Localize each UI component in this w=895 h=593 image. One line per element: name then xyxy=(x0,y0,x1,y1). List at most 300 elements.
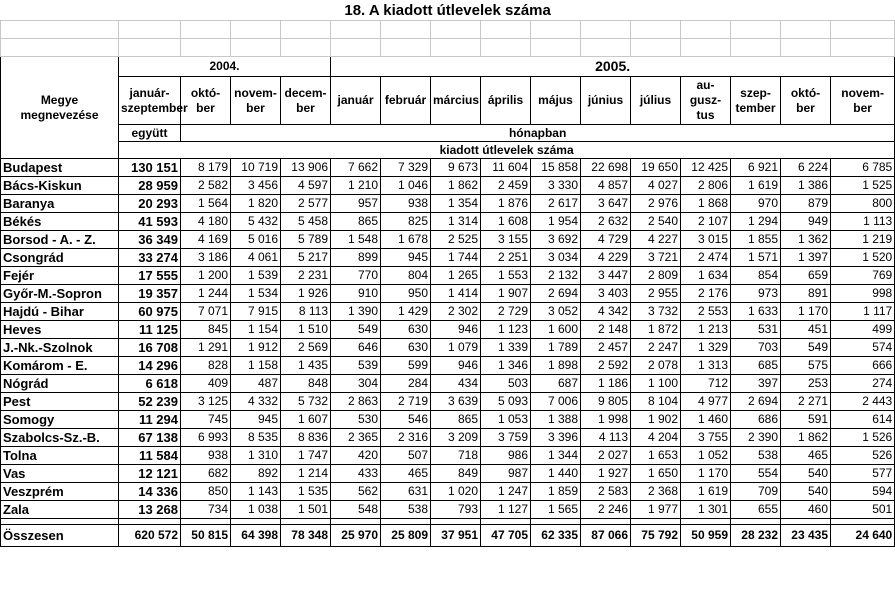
value-cell: 4 977 xyxy=(681,393,731,411)
value-cell: 703 xyxy=(731,339,781,357)
value-cell: 946 xyxy=(431,357,481,375)
month-header: decem-ber xyxy=(281,77,331,125)
value-cell: 1 100 xyxy=(631,375,681,393)
value-cell: 4 061 xyxy=(231,249,281,267)
county-name: Békés xyxy=(1,213,119,231)
value-cell: 910 xyxy=(331,285,381,303)
value-cell: 892 xyxy=(231,465,281,483)
value-cell: 1 678 xyxy=(381,231,431,249)
table-row xyxy=(1,465,895,483)
month-header: február xyxy=(381,77,431,125)
year-2004-header: 2004. xyxy=(119,57,331,77)
value-cell: 409 xyxy=(181,375,231,393)
value-cell: 3 125 xyxy=(181,393,231,411)
county-name: Fejér xyxy=(1,267,119,285)
value-cell: 2 246 xyxy=(581,501,631,519)
value-cell: 7 329 xyxy=(381,159,431,177)
month-header: októ-ber xyxy=(781,77,831,125)
month-header: június xyxy=(581,77,631,125)
value-cell: 1 789 xyxy=(531,339,581,357)
value-cell: 2 592 xyxy=(581,357,631,375)
value-cell: 682 xyxy=(181,465,231,483)
value-cell: 2 582 xyxy=(181,177,231,195)
value-cell: 630 xyxy=(381,339,431,357)
value-cell: 11 604 xyxy=(481,159,531,177)
jan-sep-header: január-szeptember xyxy=(119,77,181,125)
table-row xyxy=(1,285,895,303)
value-cell: 850 xyxy=(181,483,231,501)
value-cell: 1 907 xyxy=(481,285,531,303)
value-cell: 562 xyxy=(331,483,381,501)
value-cell: 2 271 xyxy=(781,393,831,411)
value-cell: 4 204 xyxy=(631,429,681,447)
value-cell: 3 692 xyxy=(531,231,581,249)
value-cell: 23 435 xyxy=(781,525,831,547)
value-cell: 1 052 xyxy=(681,447,731,465)
value-cell: 709 xyxy=(731,483,781,501)
total-row xyxy=(1,525,895,547)
value-cell: 2 863 xyxy=(331,393,381,411)
value-cell: 1 154 xyxy=(231,321,281,339)
value-cell: 800 xyxy=(831,195,895,213)
value-cell: 28 232 xyxy=(731,525,781,547)
empty-row xyxy=(1,21,895,39)
jan-sep-total-cell: 28 959 xyxy=(119,177,181,195)
value-cell: 804 xyxy=(381,267,431,285)
value-cell: 655 xyxy=(731,501,781,519)
table-row xyxy=(1,375,895,393)
value-cell: 1 362 xyxy=(781,231,831,249)
value-cell: 1 397 xyxy=(781,249,831,267)
value-cell: 1 123 xyxy=(481,321,531,339)
value-cell: 599 xyxy=(381,357,431,375)
table-row xyxy=(1,303,895,321)
value-cell: 501 xyxy=(831,501,895,519)
value-cell: 2 231 xyxy=(281,267,331,285)
value-cell: 538 xyxy=(381,501,431,519)
value-cell: 7 071 xyxy=(181,303,231,321)
month-header: július xyxy=(631,77,681,125)
value-cell: 1 429 xyxy=(381,303,431,321)
value-cell: 4 113 xyxy=(581,429,631,447)
value-cell: 3 759 xyxy=(481,429,531,447)
value-cell: 4 027 xyxy=(631,177,681,195)
value-cell: 1 079 xyxy=(431,339,481,357)
county-name: Veszprém xyxy=(1,483,119,501)
value-cell: 25 970 xyxy=(331,525,381,547)
value-cell: 1 440 xyxy=(531,465,581,483)
value-cell: 4 597 xyxy=(281,177,331,195)
value-cell: 434 xyxy=(431,375,481,393)
value-cell: 6 921 xyxy=(731,159,781,177)
value-cell: 659 xyxy=(781,267,831,285)
month-header: szep-tember xyxy=(731,77,781,125)
value-cell: 3 639 xyxy=(431,393,481,411)
month-header: január xyxy=(331,77,381,125)
value-cell: 4 169 xyxy=(181,231,231,249)
value-cell: 685 xyxy=(731,357,781,375)
value-cell: 1 619 xyxy=(731,177,781,195)
value-cell: 2 617 xyxy=(531,195,581,213)
value-cell: 9 673 xyxy=(431,159,481,177)
value-cell: 1 414 xyxy=(431,285,481,303)
value-cell: 1 565 xyxy=(531,501,581,519)
value-cell: 1 460 xyxy=(681,411,731,429)
value-cell: 284 xyxy=(381,375,431,393)
county-name: Budapest xyxy=(1,159,119,177)
table-row xyxy=(1,231,895,249)
value-cell: 4 729 xyxy=(581,231,631,249)
value-cell: 526 xyxy=(831,447,895,465)
value-cell: 1 859 xyxy=(531,483,581,501)
value-cell: 825 xyxy=(381,213,431,231)
jan-sep-total-cell: 36 349 xyxy=(119,231,181,249)
value-cell: 1 954 xyxy=(531,213,581,231)
value-cell: 304 xyxy=(331,375,381,393)
value-cell: 1 855 xyxy=(731,231,781,249)
value-cell: 769 xyxy=(831,267,895,285)
jan-sep-total-cell: 14 336 xyxy=(119,483,181,501)
month-header: novem-ber xyxy=(831,77,895,125)
value-cell: 460 xyxy=(781,501,831,519)
value-cell: 946 xyxy=(431,321,481,339)
value-cell: 5 217 xyxy=(281,249,331,267)
month-header: március xyxy=(431,77,481,125)
value-cell: 1 876 xyxy=(481,195,531,213)
value-cell: 718 xyxy=(431,447,481,465)
value-cell: 274 xyxy=(831,375,895,393)
value-cell: 397 xyxy=(731,375,781,393)
value-cell: 1 564 xyxy=(181,195,231,213)
jan-sep-total-cell: 11 294 xyxy=(119,411,181,429)
value-cell: 1 872 xyxy=(631,321,681,339)
value-cell: 50 815 xyxy=(181,525,231,547)
table-row xyxy=(1,177,895,195)
jan-sep-total-cell: 41 593 xyxy=(119,213,181,231)
table-title: 18. A kiadott útlevelek száma xyxy=(344,1,551,19)
county-header: Megye megnevezése xyxy=(1,57,119,159)
value-cell: 1 310 xyxy=(231,447,281,465)
table-row xyxy=(1,357,895,375)
county-name: Összesen xyxy=(1,525,119,547)
value-cell: 1 571 xyxy=(731,249,781,267)
value-cell: 1 898 xyxy=(531,357,581,375)
value-cell: 1 607 xyxy=(281,411,331,429)
value-cell: 9 805 xyxy=(581,393,631,411)
county-name: Komárom - E. xyxy=(1,357,119,375)
value-cell: 1 344 xyxy=(531,447,581,465)
jan-sep-total-cell: 12 121 xyxy=(119,465,181,483)
value-cell: 1 038 xyxy=(231,501,281,519)
value-cell: 879 xyxy=(781,195,831,213)
value-cell: 538 xyxy=(731,447,781,465)
value-cell: 631 xyxy=(381,483,431,501)
value-cell: 253 xyxy=(781,375,831,393)
value-cell: 1 244 xyxy=(181,285,231,303)
value-cell: 1 170 xyxy=(781,303,831,321)
value-cell: 970 xyxy=(731,195,781,213)
value-cell: 574 xyxy=(831,339,895,357)
table-row xyxy=(1,249,895,267)
value-cell: 5 458 xyxy=(281,213,331,231)
month-header: októ-ber xyxy=(181,77,231,125)
value-cell: 540 xyxy=(781,465,831,483)
jan-sep-total-cell: 13 268 xyxy=(119,501,181,519)
jan-sep-total-cell: 60 975 xyxy=(119,303,181,321)
value-cell: 2 176 xyxy=(681,285,731,303)
value-cell: 50 959 xyxy=(681,525,731,547)
value-cell: 1 186 xyxy=(581,375,631,393)
value-cell: 2 632 xyxy=(581,213,631,231)
month-header: április xyxy=(481,77,531,125)
value-cell: 614 xyxy=(831,411,895,429)
county-name: Bács-Kiskun xyxy=(1,177,119,195)
value-cell: 5 432 xyxy=(231,213,281,231)
value-cell: 1 354 xyxy=(431,195,481,213)
value-cell: 1 313 xyxy=(681,357,731,375)
value-cell: 1 265 xyxy=(431,267,481,285)
county-name: Csongrád xyxy=(1,249,119,267)
value-cell: 1 143 xyxy=(231,483,281,501)
county-name: Somogy xyxy=(1,411,119,429)
value-cell: 1 339 xyxy=(481,339,531,357)
value-cell: 1 301 xyxy=(681,501,731,519)
value-cell: 3 155 xyxy=(481,231,531,249)
value-cell: 2 107 xyxy=(681,213,731,231)
value-cell: 1 170 xyxy=(681,465,731,483)
value-cell: 577 xyxy=(831,465,895,483)
value-cell: 828 xyxy=(181,357,231,375)
value-cell: 2 729 xyxy=(481,303,531,321)
value-cell: 4 857 xyxy=(581,177,631,195)
value-cell: 465 xyxy=(781,447,831,465)
value-cell: 4 180 xyxy=(181,213,231,231)
value-cell: 8 836 xyxy=(281,429,331,447)
value-cell: 13 906 xyxy=(281,159,331,177)
value-cell: 7 006 xyxy=(531,393,581,411)
value-cell: 1 390 xyxy=(331,303,381,321)
value-cell: 3 403 xyxy=(581,285,631,303)
value-cell: 3 647 xyxy=(581,195,631,213)
value-cell: 507 xyxy=(381,447,431,465)
value-cell: 1 117 xyxy=(831,303,895,321)
value-cell: 1 501 xyxy=(281,501,331,519)
value-cell: 1 539 xyxy=(231,267,281,285)
jan-sep-total-cell: 20 293 xyxy=(119,195,181,213)
monthly-header: hónapban xyxy=(181,125,895,142)
value-cell: 2 459 xyxy=(481,177,531,195)
value-cell: 2 694 xyxy=(731,393,781,411)
value-cell: 1 912 xyxy=(231,339,281,357)
value-cell: 1 553 xyxy=(481,267,531,285)
value-cell: 1 534 xyxy=(231,285,281,303)
value-cell: 854 xyxy=(731,267,781,285)
value-cell: 849 xyxy=(431,465,481,483)
value-cell: 2 474 xyxy=(681,249,731,267)
value-cell: 865 xyxy=(331,213,381,231)
value-cell: 957 xyxy=(331,195,381,213)
value-cell: 451 xyxy=(781,321,831,339)
value-cell: 2 577 xyxy=(281,195,331,213)
value-cell: 1 977 xyxy=(631,501,681,519)
value-cell: 1 820 xyxy=(231,195,281,213)
value-cell: 1 314 xyxy=(431,213,481,231)
value-cell: 1 046 xyxy=(381,177,431,195)
county-name: Borsod - A. - Z. xyxy=(1,231,119,249)
value-cell: 2 443 xyxy=(831,393,895,411)
value-cell: 433 xyxy=(331,465,381,483)
value-cell: 6 785 xyxy=(831,159,895,177)
value-cell: 1 619 xyxy=(681,483,731,501)
month-header: novem-ber xyxy=(231,77,281,125)
value-cell: 3 396 xyxy=(531,429,581,447)
value-cell: 3 732 xyxy=(631,303,681,321)
value-cell: 5 732 xyxy=(281,393,331,411)
value-cell: 945 xyxy=(381,249,431,267)
value-cell: 2 302 xyxy=(431,303,481,321)
value-cell: 734 xyxy=(181,501,231,519)
value-cell: 540 xyxy=(781,483,831,501)
jan-sep-total-cell: 17 555 xyxy=(119,267,181,285)
value-cell: 770 xyxy=(331,267,381,285)
value-cell: 2 569 xyxy=(281,339,331,357)
value-cell: 1 650 xyxy=(631,465,681,483)
county-name: Tolna xyxy=(1,447,119,465)
value-cell: 945 xyxy=(231,411,281,429)
value-cell: 3 447 xyxy=(581,267,631,285)
jan-sep-total-cell: 11 584 xyxy=(119,447,181,465)
value-cell: 22 698 xyxy=(581,159,631,177)
value-cell: 19 650 xyxy=(631,159,681,177)
county-name: Zala xyxy=(1,501,119,519)
value-cell: 554 xyxy=(731,465,781,483)
value-cell: 2 955 xyxy=(631,285,681,303)
value-cell: 465 xyxy=(381,465,431,483)
value-cell: 1 053 xyxy=(481,411,531,429)
value-cell: 1 247 xyxy=(481,483,531,501)
value-cell: 987 xyxy=(481,465,531,483)
value-cell: 4 227 xyxy=(631,231,681,249)
value-cell: 8 535 xyxy=(231,429,281,447)
value-cell: 499 xyxy=(831,321,895,339)
value-cell: 2 247 xyxy=(631,339,681,357)
value-cell: 3 186 xyxy=(181,249,231,267)
value-cell: 7 662 xyxy=(331,159,381,177)
value-cell: 845 xyxy=(181,321,231,339)
value-cell: 8 104 xyxy=(631,393,681,411)
value-cell: 973 xyxy=(731,285,781,303)
value-cell: 4 229 xyxy=(581,249,631,267)
value-cell: 1 020 xyxy=(431,483,481,501)
value-cell: 1 510 xyxy=(281,321,331,339)
value-cell: 1 926 xyxy=(281,285,331,303)
value-cell: 1 435 xyxy=(281,357,331,375)
value-cell: 62 335 xyxy=(531,525,581,547)
value-cell: 3 755 xyxy=(681,429,731,447)
value-cell: 1 520 xyxy=(831,249,895,267)
empty-row xyxy=(1,39,895,57)
value-cell: 1 127 xyxy=(481,501,531,519)
value-cell: 8 179 xyxy=(181,159,231,177)
value-cell: 2 368 xyxy=(631,483,681,501)
value-cell: 3 330 xyxy=(531,177,581,195)
value-cell: 4 342 xyxy=(581,303,631,321)
jan-sep-total-cell: 130 151 xyxy=(119,159,181,177)
value-cell: 2 148 xyxy=(581,321,631,339)
value-cell: 848 xyxy=(281,375,331,393)
value-cell: 1 113 xyxy=(831,213,895,231)
value-cell: 1 902 xyxy=(631,411,681,429)
value-cell: 539 xyxy=(331,357,381,375)
value-cell: 1 200 xyxy=(181,267,231,285)
value-cell: 666 xyxy=(831,357,895,375)
value-cell: 687 xyxy=(531,375,581,393)
value-cell: 503 xyxy=(481,375,531,393)
value-cell: 1 634 xyxy=(681,267,731,285)
value-cell: 745 xyxy=(181,411,231,429)
value-cell: 64 398 xyxy=(231,525,281,547)
value-cell: 2 694 xyxy=(531,285,581,303)
value-cell: 2 457 xyxy=(581,339,631,357)
value-cell: 1 386 xyxy=(781,177,831,195)
table-row xyxy=(1,411,895,429)
value-cell: 2 251 xyxy=(481,249,531,267)
value-cell: 793 xyxy=(431,501,481,519)
value-cell: 548 xyxy=(331,501,381,519)
value-cell: 2 027 xyxy=(581,447,631,465)
value-cell: 998 xyxy=(831,285,895,303)
month-header: au-gusz-tus xyxy=(681,77,731,125)
table-row xyxy=(1,321,895,339)
value-cell: 1 388 xyxy=(531,411,581,429)
value-cell: 938 xyxy=(181,447,231,465)
value-cell: 1 219 xyxy=(831,231,895,249)
value-cell: 1 998 xyxy=(581,411,631,429)
value-cell: 686 xyxy=(731,411,781,429)
value-cell: 3 015 xyxy=(681,231,731,249)
value-cell: 37 951 xyxy=(431,525,481,547)
value-cell: 1 329 xyxy=(681,339,731,357)
value-cell: 1 294 xyxy=(731,213,781,231)
jan-sep-total-cell: 67 138 xyxy=(119,429,181,447)
table-row xyxy=(1,393,895,411)
value-cell: 594 xyxy=(831,483,895,501)
value-cell: 78 348 xyxy=(281,525,331,547)
county-name: Győr-M.-Sopron xyxy=(1,285,119,303)
jan-sep-total-cell: 14 296 xyxy=(119,357,181,375)
value-cell: 15 858 xyxy=(531,159,581,177)
value-cell: 1 862 xyxy=(431,177,481,195)
county-name: Nógrád xyxy=(1,375,119,393)
value-cell: 630 xyxy=(381,321,431,339)
value-cell: 2 390 xyxy=(731,429,781,447)
value-cell: 2 316 xyxy=(381,429,431,447)
value-cell: 1 346 xyxy=(481,357,531,375)
county-name: Szabolcs-Sz.-B. xyxy=(1,429,119,447)
value-cell: 5 093 xyxy=(481,393,531,411)
value-cell: 2 809 xyxy=(631,267,681,285)
value-cell: 1 744 xyxy=(431,249,481,267)
value-cell: 2 132 xyxy=(531,267,581,285)
value-cell: 530 xyxy=(331,411,381,429)
county-name: J.-Nk.-Szolnok xyxy=(1,339,119,357)
value-cell: 1 213 xyxy=(681,321,731,339)
jan-sep-total-cell: 33 274 xyxy=(119,249,181,267)
value-cell: 87 066 xyxy=(581,525,631,547)
value-cell: 3 209 xyxy=(431,429,481,447)
value-cell: 8 113 xyxy=(281,303,331,321)
value-cell: 1 862 xyxy=(781,429,831,447)
